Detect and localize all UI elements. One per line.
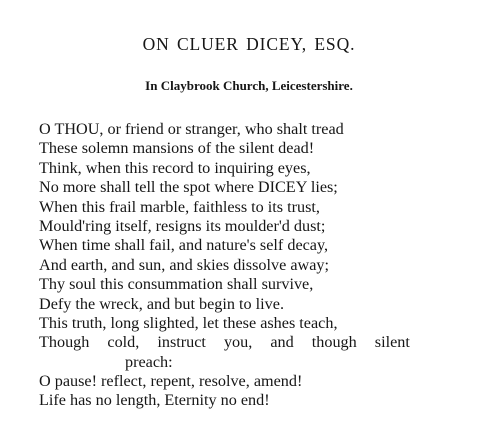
poem-line: Life has no length, Eternity no end! <box>39 391 270 410</box>
poem-line: When time shall fail, and nature's self decay, <box>39 236 329 255</box>
poem-line: And earth, and sun, and skies dissolve away; <box>39 255 329 274</box>
poem-line: Think, when this record to inquiring eyes, <box>39 158 311 177</box>
poem-body <box>39 120 479 411</box>
poem-line: O pause! reflect, repent, resolve, amend! <box>39 372 303 391</box>
poem-line: When this frail marble, faithless to its trust, <box>39 197 320 216</box>
poem-line: Though cold, instruct you, and though silent <box>39 333 410 352</box>
poem-line: This truth, long slighted, let these ashes teach, <box>39 313 338 332</box>
page-subtitle: In Claybrook Church, Leicestershire. <box>145 78 353 93</box>
poem-line: These solemn mansions of the silent dead! <box>39 139 315 158</box>
page-title: ON CLUER DICEY, ESQ. <box>142 34 356 54</box>
poem-line: Mould'ring itself, resigns its moulder'd dust; <box>39 216 326 235</box>
poem-line: Thy soul this consummation shall survive, <box>39 275 314 294</box>
poem-line: No more shall tell the spot where DICEY lies; <box>39 178 338 197</box>
poem-line: Defy the wreck, and but begin to live. <box>39 294 284 313</box>
poem-line: O THOU, or friend or stranger, who shalt tread <box>39 120 344 138</box>
poem-line-continuation: preach: <box>125 352 173 371</box>
